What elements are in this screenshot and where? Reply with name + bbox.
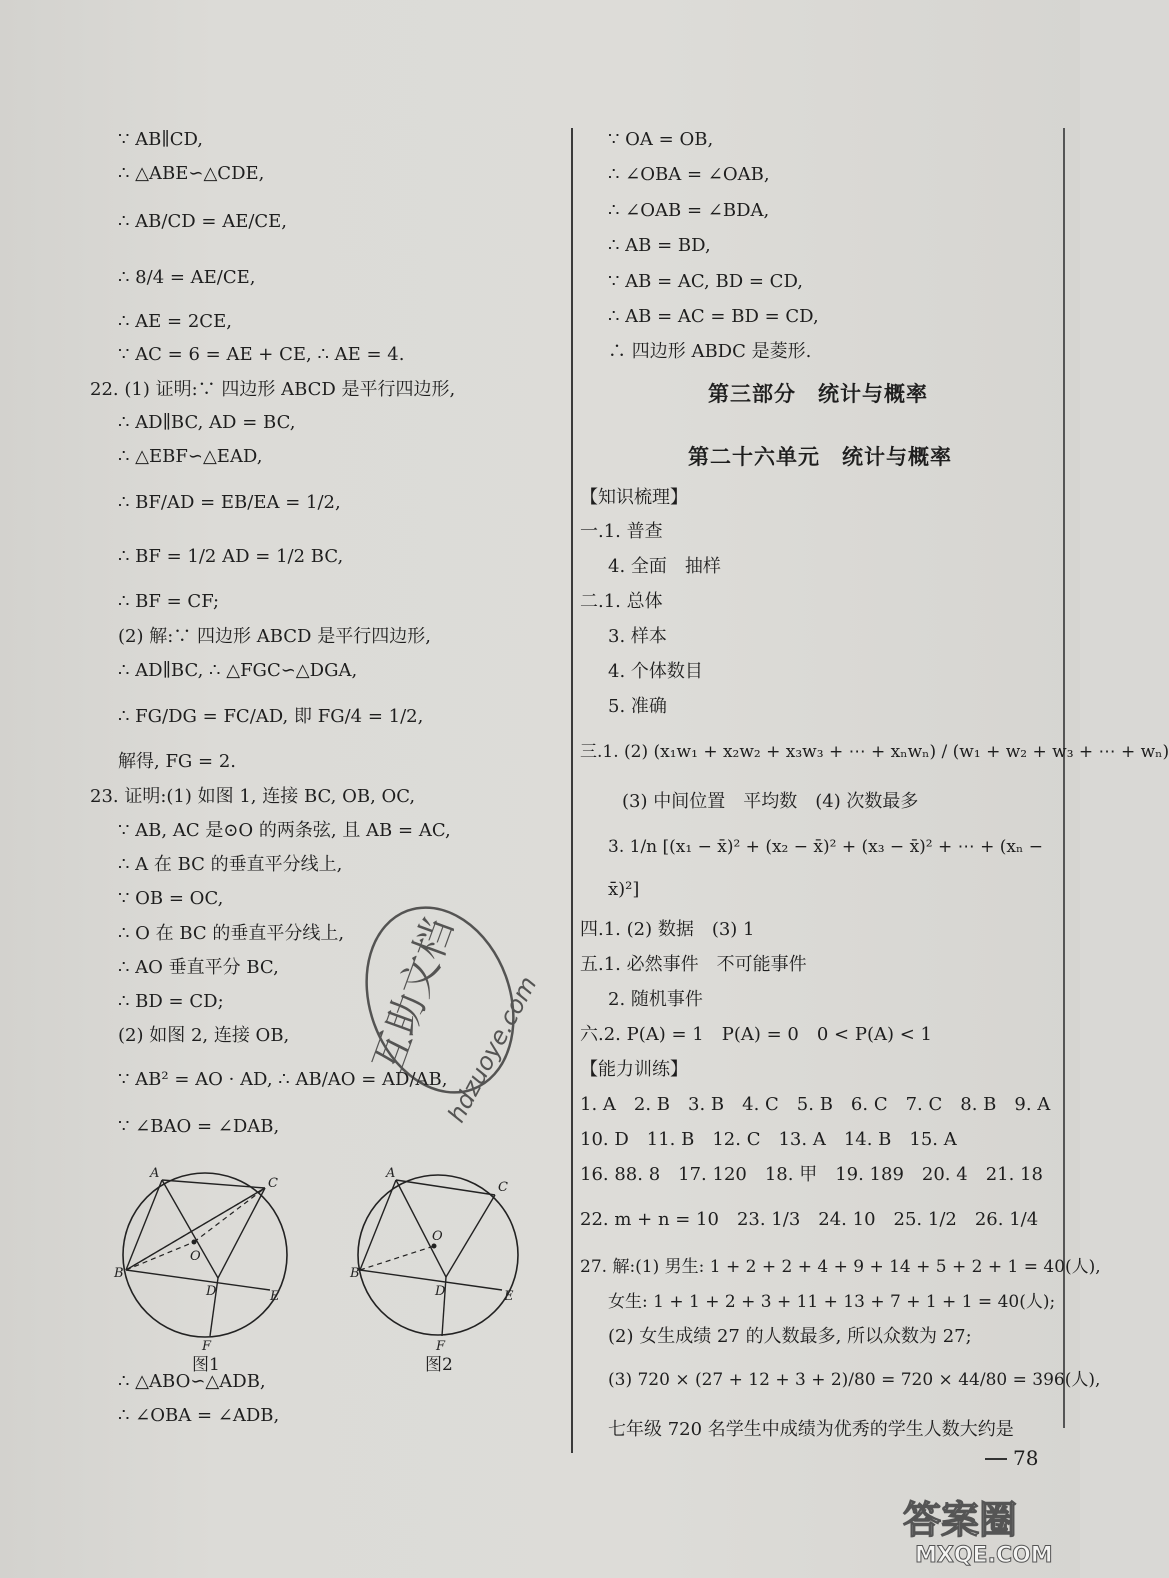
page-number-dash [985, 1458, 1007, 1460]
text-line: 三.1. (2) (x₁w₁ + x₂w₂ + x₃w₃ + ⋯ + xₙwₙ) / (w₁ + w₂ + w₃ + ⋯ + wₙ) [580, 742, 1169, 762]
label-C: C [498, 1180, 508, 1195]
text-line: ∵ AB² = AO · AD, ∴ AB/AO = AD/AB, [118, 1069, 448, 1090]
text-line: 4. 个体数目 [608, 661, 703, 682]
geometry-figure-2 [350, 1160, 525, 1354]
svg-text:互助文档: 互助文档 [364, 912, 463, 1079]
text-line: 一.1. 普查 [580, 521, 663, 542]
geometry-figure-1 [110, 1160, 300, 1354]
section-knowledge: 【知识梳理】 [580, 487, 688, 508]
text-line: 四.1. (2) 数据 (3) 1 [580, 919, 755, 940]
section-ability: 【能力训练】 [580, 1059, 688, 1080]
column-divider [571, 128, 573, 1453]
text-line: ∴ BF = CF; [118, 591, 220, 612]
label-E: E [270, 1289, 280, 1304]
question-22: 22. (1) 证明:∵ 四边形 ABCD 是平行四边形, [90, 379, 456, 400]
answer-line: 女生: 1 + 1 + 2 + 3 + 11 + 13 + 7 + 1 + 1 = 40(人); [608, 1292, 1056, 1312]
text-line: ∴ AB = AC = BD = CD, [608, 306, 819, 327]
text-line: 五.1. 必然事件 不可能事件 [580, 954, 807, 975]
text-line: 2. 随机事件 [608, 989, 703, 1010]
answer-line: (3) 720 × (27 + 12 + 3 + 2)/80 = 720 × 44/80 = 396(人), [608, 1370, 1101, 1390]
label-A: A [150, 1166, 160, 1181]
svg-text:答案圈: 答案圈 [903, 1498, 1018, 1542]
answer-line: 七年级 720 名学生中成绩为优秀的学生人数大约是 [608, 1419, 1014, 1440]
page-number: 78 [1013, 1446, 1039, 1470]
text-line: ∴ △ABE∽△CDE, [118, 163, 265, 184]
text-line: 5. 准确 [608, 696, 667, 717]
text-line: ∵ AB = AC, BD = CD, [608, 271, 803, 292]
text-line: ∴ AB/CD = AE/CE, [118, 211, 288, 232]
label-O: O [190, 1249, 201, 1264]
text-line: ∵ AB∥CD, [118, 129, 203, 150]
answer-line: (2) 女生成绩 27 的人数最多, 所以众数为 27; [608, 1326, 972, 1347]
label-C: C [268, 1176, 278, 1191]
answer-line: 22. m + n = 10 23. 1/3 24. 10 25. 1/2 26. 1/4 [580, 1209, 1039, 1230]
label-F: F [436, 1339, 446, 1354]
text-line: ∵ AB, AC 是⊙O 的两条弦, 且 AB = AC, [118, 820, 451, 841]
text-line: ∴ AD∥BC, AD = BC, [118, 412, 296, 433]
text-line: 解得, FG = 2. [118, 751, 237, 772]
text-line: ∴ AE = 2CE, [118, 311, 232, 332]
handwritten-watermark [330, 870, 550, 1127]
text-line: ∴ BD = CD; [118, 991, 224, 1012]
label-D: D [435, 1284, 446, 1299]
text-line: 3. 样本 [608, 626, 667, 647]
text-line: ∴ A 在 BC 的垂直平分线上, [118, 854, 343, 875]
text-line: ∴ △ABO∽△ADB, [118, 1371, 266, 1392]
figure-1-caption: 图1 [192, 1355, 220, 1375]
figure-2-caption: 图2 [425, 1355, 453, 1375]
part-title: 第三部分 统计与概率 [708, 382, 928, 406]
text-line: ∴ FG/DG = FC/AD, 即 FG/4 = 1/2, [118, 706, 424, 727]
page-edge-line [1063, 128, 1065, 1428]
label-B: B [114, 1266, 124, 1281]
text-line: ∵ ∠BAO = ∠DAB, [118, 1116, 280, 1137]
text-line: ∴ BF/AD = EB/EA = 1/2, [118, 492, 341, 513]
text-line: ∴ O 在 BC 的垂直平分线上, [118, 923, 345, 944]
text-line: (2) 如图 2, 连接 OB, [118, 1025, 290, 1046]
label-B: B [350, 1266, 360, 1281]
text-line: ∴ 四边形 ABDC 是菱形. [608, 341, 812, 362]
text-line: ∴ 8/4 = AE/CE, [118, 267, 256, 288]
text-line: (3) 中间位置 平均数 (4) 次数最多 [622, 791, 919, 812]
text-line: ∴ AD∥BC, ∴ △FGC∽△DGA, [118, 660, 358, 681]
text-line: 二.1. 总体 [580, 591, 663, 612]
text-line: ∴ ∠OBA = ∠OAB, [608, 164, 770, 185]
text-line: ∵ OB = OC, [118, 888, 224, 909]
text-line: ∴ ∠OAB = ∠BDA, [608, 200, 770, 221]
question-23: 23. 证明:(1) 如图 1, 连接 BC, OB, OC, [90, 786, 416, 807]
svg-text:MXQE.COM: MXQE.COM [915, 1543, 1053, 1568]
label-A: A [386, 1166, 396, 1181]
unit-title: 第二十六单元 统计与概率 [688, 445, 952, 469]
label-E: E [504, 1289, 514, 1304]
answer-line: 27. 解:(1) 男生: 1 + 2 + 2 + 4 + 9 + 14 + 5 + 2 + 1 = 40(人), [580, 1257, 1101, 1277]
text-line: ∴ AB = BD, [608, 235, 711, 256]
text-line: ∵ AC = 6 = AE + CE, ∴ AE = 4. [118, 344, 405, 365]
text-line: ∵ OA = OB, [608, 129, 714, 150]
text-line: (2) 解:∵ 四边形 ABCD 是平行四边形, [118, 626, 431, 647]
label-O: O [432, 1229, 443, 1244]
text-line: 4. 全面 抽样 [608, 556, 721, 577]
label-F: F [202, 1339, 212, 1354]
label-D: D [206, 1284, 217, 1299]
text-line: 3. 1/n [(x₁ − x̄)² + (x₂ − x̄)² + (x₃ − x̄)² + ⋯ + (xₙ − [608, 837, 1043, 857]
text-line: ∴ BF = 1/2 AD = 1/2 BC, [118, 546, 344, 567]
brand-logo [895, 1488, 1075, 1568]
answer-line: 16. 88. 8 17. 120 18. 甲 19. 189 20. 4 21. 18 [580, 1164, 1043, 1185]
text-line: ∴ △EBF∽△EAD, [118, 446, 263, 467]
text-line: ∴ ∠OBA = ∠ADB, [118, 1405, 280, 1426]
text-line: 六.2. P(A) = 1 P(A) = 0 0 < P(A) < 1 [580, 1024, 932, 1045]
answer-line: 1. A 2. B 3. B 4. C 5. B 6. C 7. C 8. B 9. A [580, 1094, 1051, 1115]
text-line: x̄)²] [608, 879, 640, 900]
answer-line: 10. D 11. B 12. C 13. A 14. B 15. A [580, 1129, 957, 1150]
svg-text:hdzuoye.com: hdzuoye.com [442, 971, 543, 1127]
text-line: ∴ AO 垂直平分 BC, [118, 957, 279, 978]
